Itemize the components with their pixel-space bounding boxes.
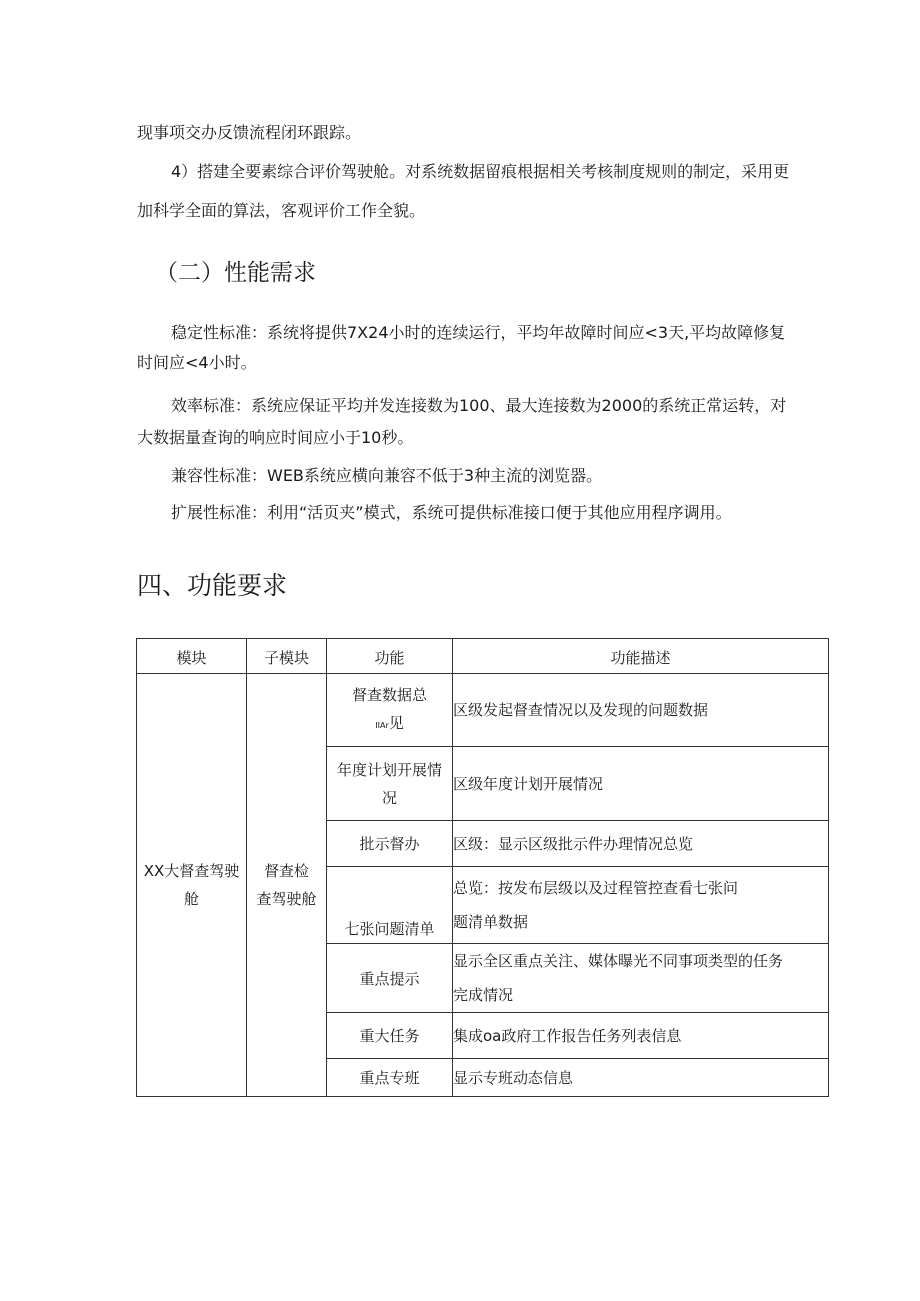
function-cell: 督查数据总 IIAr见 xyxy=(327,674,453,747)
header-description: 功能描述 xyxy=(453,639,829,674)
efficiency-line1: 效率标准：系统应保证平均并发连接数为100、最大连接数为2000的系统正常运转，对 xyxy=(171,396,787,415)
function-cell: 重点专班 xyxy=(327,1059,453,1097)
stability-line1: 稳定性标准：系统将提供7X24小时的连续运行，平均年故障时间应<3天,平均故障修复 xyxy=(171,323,786,342)
compatibility-line: 兼容性标准：WEB系统应横向兼容不低于3种主流的浏览器。 xyxy=(171,466,603,485)
description-cell: 总览：按发布层级以及过程管控查看七张问 题清单数据 xyxy=(453,867,829,944)
section-heading-functional: 四、功能要求 xyxy=(137,571,288,600)
header-module: 模块 xyxy=(137,639,247,674)
header-function: 功能 xyxy=(327,639,453,674)
function-cell: 七张问题清单 xyxy=(327,867,453,944)
description-cell: 集成oa政府工作报告任务列表信息 xyxy=(453,1013,829,1059)
table-header-row xyxy=(137,639,829,674)
function-cell: 批示督办 xyxy=(327,821,453,867)
function-cell: 重点提示 xyxy=(327,944,453,1013)
description-cell: 显示全区重点关注、媒体曝光不同事项类型的任务 完成情况 xyxy=(453,944,829,1013)
function-cell: 重大任务 xyxy=(327,1013,453,1059)
function-cell: 年度计划开展情 况 xyxy=(327,747,453,821)
description-cell: 区级发起督查情况以及发现的问题数据 xyxy=(453,674,829,747)
paragraph-continuation: 现事项交办反馈流程闭环跟踪。 xyxy=(137,123,362,142)
efficiency-line2: 大数据量查询的响应时间应小于10秒。 xyxy=(137,428,414,447)
stability-line2: 时间应<4小时。 xyxy=(137,353,257,372)
paragraph-item-4-line2: 加科学全面的算法，客观评价工作全貌。 xyxy=(137,201,426,220)
header-submodule: 子模块 xyxy=(247,639,327,674)
description-cell: 显示专班动态信息 xyxy=(453,1059,829,1097)
extensibility-line: 扩展性标准：利用“活页夹”模式，系统可提供标准接口便于其他应用程序调用。 xyxy=(171,503,732,522)
submodule-cell: 督查检 查驾驶舱 xyxy=(247,674,327,1097)
table-row xyxy=(137,674,829,747)
module-cell: XX大督查驾驶 舱 xyxy=(137,674,247,1097)
description-cell: 区级年度计划开展情况 xyxy=(453,747,829,821)
function-table xyxy=(136,638,829,1097)
section-heading-performance: （二）性能需求 xyxy=(155,260,316,286)
description-cell: 区级：显示区级批示件办理情况总览 xyxy=(453,821,829,867)
paragraph-item-4-line1: 4）搭建全要素综合评价驾驶舱。对系统数据留痕根据相关考核制度规则的制定，采用更 xyxy=(171,162,790,181)
